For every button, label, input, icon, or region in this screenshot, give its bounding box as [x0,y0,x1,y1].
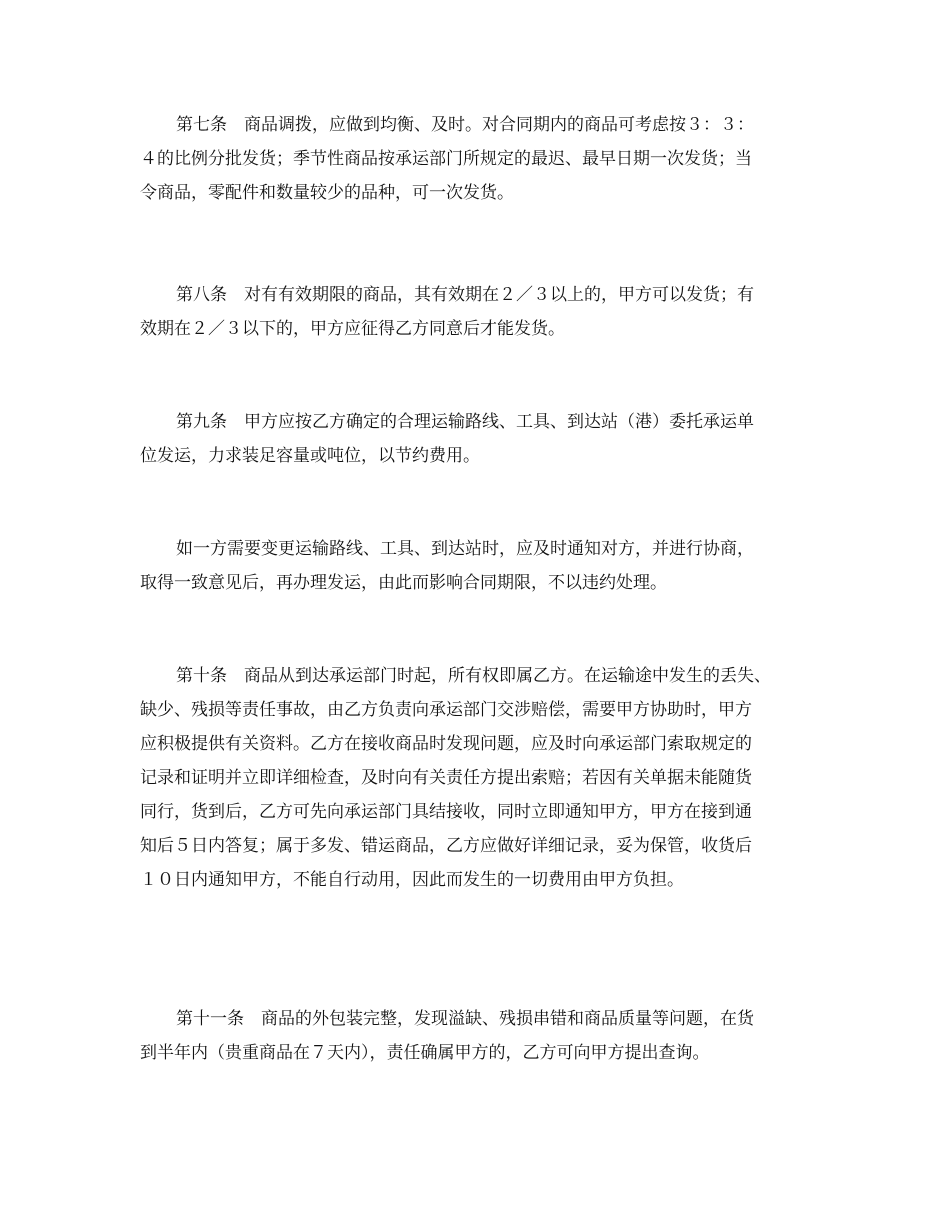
text-line: 同行，货到后，乙方可先向承运部门具结接收，同时立即通知甲方，甲方在接到通 [140,802,752,822]
paragraph-article-10 [140,659,840,897]
text-line: 第七条 商品调拨，应做到均衡、及时。对合同期内的商品可考虑按３：３： [176,115,754,135]
text-line: 记录和证明并立即详细检查，及时向有关责任方提出索赔；若因有关单据未能随货 [140,768,752,788]
paragraph-article-9 [140,405,840,473]
text-line: 知后５日内答复；属于多发、错运商品，乙方应做好详细记录，妥为保管，收货后 [140,836,752,856]
paragraph-article-8 [140,278,840,346]
paragraph-article-11 [140,1002,840,1070]
paragraph-article-9-supplement [140,532,840,600]
text-line: 如一方需要变更运输路线、工具、到达站时，应及时通知对方，并进行协商， [176,539,754,559]
text-line: 效期在２／３以下的，甲方应征得乙方同意后才能发货。 [140,319,565,339]
text-line: 第八条 对有有效期限的商品，其有效期在２／３以上的，甲方可以发货；有 [176,285,754,305]
text-line: 到半年内（贵重商品在７天内），责任确属甲方的，乙方可向甲方提出查询。 [140,1043,710,1063]
text-line: 缺少、残损等责任事故，由乙方负责向承运部门交涉赔偿，需要甲方协助时，甲方 [140,700,752,720]
text-line: １０日内通知甲方，不能自行动用，因此而发生的一切费用由甲方负担。 [140,870,684,890]
text-line: 应积极提供有关资料。乙方在接收商品时发现问题，应及时向承运部门索取规定的 [140,734,752,754]
text-line: 第十一条 商品的外包装完整，发现溢缺、残损串错和商品质量等问题，在货 [176,1009,754,1029]
text-line: 位发运，力求装足容量或吨位，以节约费用。 [140,446,480,466]
paragraph-article-7 [140,108,840,210]
text-line: 第十条 商品从到达承运部门时起，所有权即属乙方。在运输途中发生的丢失、 [176,666,771,686]
text-line: 第九条 甲方应按乙方确定的合理运输路线、工具、到达站（港）委托承运单 [176,412,754,432]
text-line: 取得一致意见后，再办理发运，由此而影响合同期限，不以违约处理。 [140,573,667,593]
text-line: 令商品，零配件和数量较少的品种，可一次发货。 [140,183,514,203]
text-line: ４的比例分批发货；季节性商品按承运部门所规定的最迟、最早日期一次发货；当 [140,149,752,169]
